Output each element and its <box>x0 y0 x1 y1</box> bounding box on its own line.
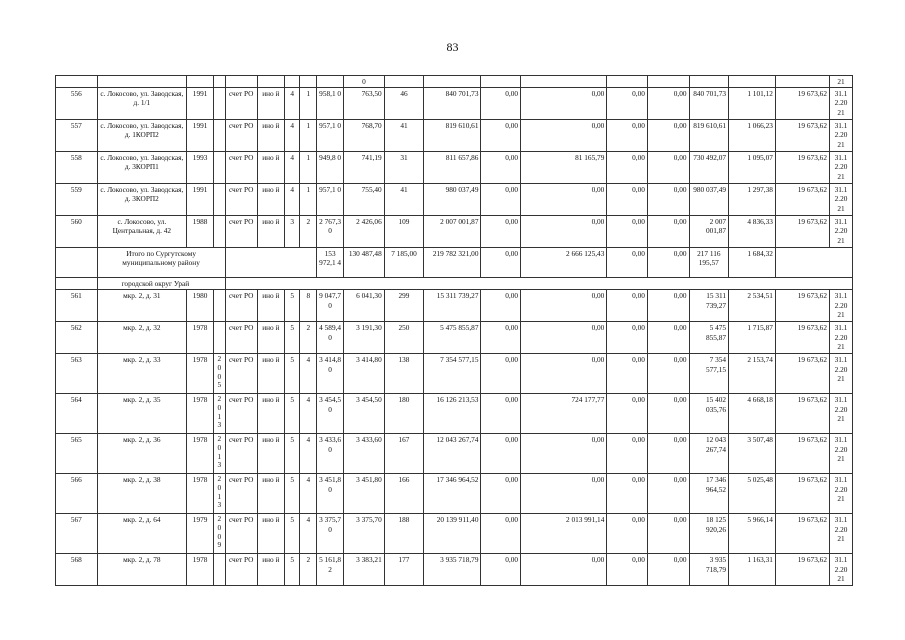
cell-year: 1980 <box>187 290 214 322</box>
cell-cost-sqm: 1 715,87 <box>729 322 776 354</box>
cell-fund: 0,00 <box>481 394 521 434</box>
cell-extra-year <box>214 554 225 586</box>
cell-budget-regional: 0,00 <box>607 394 648 434</box>
cell-budget-regional: 0,00 <box>607 152 648 184</box>
cell-payments: 15 311 739,27 <box>689 290 729 322</box>
cell-limit-cost: 19 673,62 <box>775 474 829 514</box>
cell-address: мкр. 2, д. 64 <box>97 514 186 554</box>
table-row <box>56 88 853 120</box>
table-row <box>56 514 853 554</box>
cell-area-total: 3 375,7 0 <box>317 514 344 554</box>
cell-cost-total: 17 346 964,52 <box>424 474 481 514</box>
cell-operator: ино й <box>257 290 284 322</box>
cell-end-date: 21 <box>829 76 852 88</box>
cell-payments: 18 125 920,26 <box>689 514 729 554</box>
cell-limit-cost: 19 673,62 <box>775 554 829 586</box>
cell-address: мкр. 2, д. 36 <box>97 434 186 474</box>
cell-residents: 167 <box>384 434 424 474</box>
cell-other: 0,00 <box>647 88 689 120</box>
cell-number: 565 <box>56 434 98 474</box>
cell-area-total: 5 161,8 2 <box>317 554 344 586</box>
cell-area-living: 3 454,50 <box>344 394 385 434</box>
cell-entrances: 2 <box>300 554 317 586</box>
cell-cost-sqm: 1 095,07 <box>729 152 776 184</box>
table-row <box>56 474 853 514</box>
cell-year: 1988 <box>187 216 214 248</box>
cell-end-date: 31.1 2.20 21 <box>829 322 852 354</box>
cell-end-date: 31.1 2.20 21 <box>829 120 852 152</box>
cell-area-living: 6 041,30 <box>344 290 385 322</box>
cell-budget-municipal: 724 177,77 <box>521 394 607 434</box>
cell-operator: ино й <box>257 394 284 434</box>
cell-area-total: 3 454,5 0 <box>317 394 344 434</box>
cell-address: с. Локосово, ул. Заводская, д. 1КОРП2 <box>97 120 186 152</box>
cell-residents: 46 <box>384 88 424 120</box>
cell-cost-total: 3 935 718,79 <box>424 554 481 586</box>
cell-budget-municipal: 0,00 <box>521 474 607 514</box>
cell-floors: 4 <box>284 88 300 120</box>
cell-cost-sqm: 1 297,38 <box>729 184 776 216</box>
cell-budget-regional: 0,00 <box>607 554 648 586</box>
cell-entrances: 8 <box>300 290 317 322</box>
cell-account: счет РО <box>225 514 257 554</box>
cell-other: 0,00 <box>647 554 689 586</box>
cell-residents: 41 <box>384 184 424 216</box>
cell-other: 0,00 <box>647 322 689 354</box>
cell-limit-cost: 19 673,62 <box>775 354 829 394</box>
cell-year: 1978 <box>187 434 214 474</box>
table-row <box>56 394 853 434</box>
cell-account: счет РО <box>225 474 257 514</box>
cell-cost-total: 12 043 267,74 <box>424 434 481 474</box>
cell-budget-municipal: 0,00 <box>521 184 607 216</box>
cell-address: с. Локосово, ул. Заводская, д. 3КОРП2 <box>97 184 186 216</box>
cell-residents: 299 <box>384 290 424 322</box>
cell-operator: ино й <box>257 434 284 474</box>
cell-cost-total: 840 701,73 <box>424 88 481 120</box>
cell-end-date: 31.1 2.20 21 <box>829 290 852 322</box>
cell-budget-municipal: 2 666 125,43 <box>521 248 607 278</box>
table-row <box>56 290 853 322</box>
cell-number: 561 <box>56 290 98 322</box>
cell-other: 0,00 <box>647 434 689 474</box>
cell-residents: 138 <box>384 354 424 394</box>
cell-residents: 7 185,00 <box>384 248 424 278</box>
cell-number: 568 <box>56 554 98 586</box>
cell-cost-sqm: 1 101,12 <box>729 88 776 120</box>
cell-entrances: 4 <box>300 354 317 394</box>
cell-empty <box>56 248 98 278</box>
cell-area-living: 3 433,60 <box>344 434 385 474</box>
cell-payments: 17 346 964,52 <box>689 474 729 514</box>
cell-other: 0,00 <box>647 290 689 322</box>
cell-empty <box>225 248 317 278</box>
table-row <box>56 434 853 474</box>
cell-extra-year <box>214 216 225 248</box>
section-row <box>56 278 853 290</box>
cell-cost-total: 16 126 213,53 <box>424 394 481 434</box>
cell-entrances: 2 <box>300 216 317 248</box>
cell-year: 1991 <box>187 120 214 152</box>
cell-fund: 0,00 <box>481 554 521 586</box>
cell-fund: 0,00 <box>481 290 521 322</box>
cell-extra-year <box>214 290 225 322</box>
cell-fund: 0,00 <box>481 434 521 474</box>
cell-cost-total: 15 311 739,27 <box>424 290 481 322</box>
cell-account: счет РО <box>225 152 257 184</box>
cell-empty <box>56 278 98 290</box>
cell-year: 1991 <box>187 184 214 216</box>
cell-area-total: 3 414,8 0 <box>317 354 344 394</box>
cell-area-living: 755,40 <box>344 184 385 216</box>
cell-budget-municipal: 0,00 <box>521 88 607 120</box>
cell-residents: 41 <box>384 120 424 152</box>
cell-account: счет РО <box>225 120 257 152</box>
cell-area-total: 958,1 0 <box>317 88 344 120</box>
cell-operator: ино й <box>257 216 284 248</box>
cell-account: счет РО <box>225 434 257 474</box>
cell-operator: ино й <box>257 514 284 554</box>
cell-cost-total: 20 139 911,40 <box>424 514 481 554</box>
cell-account: счет РО <box>225 554 257 586</box>
cell-other: 0,00 <box>647 474 689 514</box>
cell-budget-municipal: 0,00 <box>521 434 607 474</box>
cell-area-living: 3 375,70 <box>344 514 385 554</box>
table-row <box>56 354 853 394</box>
cell-limit-cost: 19 673,62 <box>775 216 829 248</box>
cell-floors: 5 <box>284 554 300 586</box>
cell-operator: ино й <box>257 474 284 514</box>
cell-area-living: 3 451,80 <box>344 474 385 514</box>
cell-other: 0,00 <box>647 216 689 248</box>
cell-budget-regional: 0,00 <box>607 184 648 216</box>
cell-budget-regional: 0,00 <box>607 248 648 278</box>
cell-other: 0,00 <box>647 514 689 554</box>
cell-end-date: 31.1 2.20 21 <box>829 216 852 248</box>
cell-empty <box>775 248 852 278</box>
cell-fund: 0,00 <box>481 88 521 120</box>
cell-budget-municipal: 81 165,79 <box>521 152 607 184</box>
cell-budget-regional: 0,00 <box>607 290 648 322</box>
cell-address: мкр. 2, д. 32 <box>97 322 186 354</box>
cell-cost-sqm: 5 966,14 <box>729 514 776 554</box>
cell-end-date: 31.1 2.20 21 <box>829 88 852 120</box>
cell-end-date: 31.1 2.20 21 <box>829 184 852 216</box>
cell-extra-year <box>214 322 225 354</box>
cell-limit-cost: 19 673,62 <box>775 434 829 474</box>
cell-year: 1978 <box>187 354 214 394</box>
cell-budget-municipal: 0,00 <box>521 120 607 152</box>
cell-address: мкр. 2, д. 31 <box>97 290 186 322</box>
cell-extra-year: 2 0 0 9 <box>214 514 225 554</box>
cell-payments: 3 935 718,79 <box>689 554 729 586</box>
cell-fund: 0,00 <box>481 216 521 248</box>
cell-floors: 4 <box>284 120 300 152</box>
cell-cost-sqm: 5 025,48 <box>729 474 776 514</box>
cell-area-living: 2 426,06 <box>344 216 385 248</box>
cell-extra-year <box>214 184 225 216</box>
cell-fund: 0,00 <box>481 184 521 216</box>
cell-year: 1993 <box>187 152 214 184</box>
cell-cost-sqm: 4 668,18 <box>729 394 776 434</box>
cell-area-living: 3 191,30 <box>344 322 385 354</box>
table-row <box>56 184 853 216</box>
cell-area-total: 949,8 0 <box>317 152 344 184</box>
cell-area-total: 9 047,7 0 <box>317 290 344 322</box>
cell-account: счет РО <box>225 394 257 434</box>
cell-end-date: 31.1 2.20 21 <box>829 554 852 586</box>
cell-cost-total: 219 782 321,00 <box>424 248 481 278</box>
cell-operator: ино й <box>257 88 284 120</box>
cell-account: счет РО <box>225 354 257 394</box>
cell-address: мкр. 2, д. 78 <box>97 554 186 586</box>
cell-other: 0,00 <box>647 394 689 434</box>
cell-other: 0,00 <box>647 354 689 394</box>
cell-area-total: 4 589,4 0 <box>317 322 344 354</box>
cell-residents: 250 <box>384 322 424 354</box>
cell-other: 0,00 <box>647 120 689 152</box>
cell-floors: 3 <box>284 216 300 248</box>
cell-area-total: 0 <box>344 76 385 88</box>
cell-entrances: 4 <box>300 434 317 474</box>
cell-entrances: 2 <box>300 322 317 354</box>
cell-payments: 840 701,73 <box>689 88 729 120</box>
cell-other: 0,00 <box>647 184 689 216</box>
cell-account: счет РО <box>225 216 257 248</box>
cell-fund: 0,00 <box>481 248 521 278</box>
cell-limit-cost: 19 673,62 <box>775 514 829 554</box>
cell-extra-year: 2 0 1 3 <box>214 394 225 434</box>
cell-budget-regional: 0,00 <box>607 474 648 514</box>
table-row <box>56 152 853 184</box>
cell-residents: 166 <box>384 474 424 514</box>
cell-address: с. Локосово, ул. Заводская, д. 3КОРП1 <box>97 152 186 184</box>
cell-area-total: 3 451,8 0 <box>317 474 344 514</box>
cell-address: с. Локосово, ул. Заводская, д. 1/1 <box>97 88 186 120</box>
cell-year: 1978 <box>187 554 214 586</box>
cell-area-living: 741,19 <box>344 152 385 184</box>
cell-cost-total: 2 007 001,87 <box>424 216 481 248</box>
cell-extra-year: 2 0 1 3 <box>214 474 225 514</box>
cell-limit-cost: 19 673,62 <box>775 290 829 322</box>
cell-entrances: 1 <box>300 184 317 216</box>
cell-cost-sqm: 1 163,31 <box>729 554 776 586</box>
cell-payments: 980 037,49 <box>689 184 729 216</box>
cell-payments: 730 492,07 <box>689 152 729 184</box>
cell-cost-total: 5 475 855,87 <box>424 322 481 354</box>
table-row <box>56 554 853 586</box>
subtotal-label: Итого по Сургутскому муниципальному району <box>97 248 225 278</box>
cell-other: 0,00 <box>647 152 689 184</box>
cell-budget-municipal: 0,00 <box>521 216 607 248</box>
cell-budget-regional: 0,00 <box>607 354 648 394</box>
cell-fund: 0,00 <box>481 322 521 354</box>
cell-fund: 0,00 <box>481 120 521 152</box>
cell-floors: 5 <box>284 322 300 354</box>
cell-number: 564 <box>56 394 98 434</box>
cell-extra-year <box>214 152 225 184</box>
cell-entrances: 1 <box>300 88 317 120</box>
cell-year: 1978 <box>187 394 214 434</box>
cell-number: 562 <box>56 322 98 354</box>
cell-cost-sqm: 3 507,48 <box>729 434 776 474</box>
cell-number: 566 <box>56 474 98 514</box>
cell-end-date: 31.1 2.20 21 <box>829 514 852 554</box>
cell-account: счет РО <box>225 290 257 322</box>
cell-entrances: 1 <box>300 152 317 184</box>
cell-number: 556 <box>56 88 98 120</box>
cell-residents: 177 <box>384 554 424 586</box>
cell-cost-total: 7 354 577,15 <box>424 354 481 394</box>
cell-fund: 0,00 <box>481 354 521 394</box>
cell-residents: 109 <box>384 216 424 248</box>
cell-number: 557 <box>56 120 98 152</box>
cell-cost-total: 811 657,86 <box>424 152 481 184</box>
cell-cost-total: 980 037,49 <box>424 184 481 216</box>
cell-floors: 5 <box>284 434 300 474</box>
cell-account: счет РО <box>225 184 257 216</box>
cell-area-living: 130 487,48 <box>344 248 385 278</box>
cell-area-living: 3 383,21 <box>344 554 385 586</box>
cell-operator: ино й <box>257 152 284 184</box>
cell-budget-regional: 0,00 <box>607 322 648 354</box>
cell-cost-sqm: 2 153,74 <box>729 354 776 394</box>
cell-budget-municipal: 0,00 <box>521 290 607 322</box>
cell-budget-regional: 0,00 <box>607 434 648 474</box>
cell-limit-cost: 19 673,62 <box>775 152 829 184</box>
cell-entrances: 1 <box>300 120 317 152</box>
cell-year: 1979 <box>187 514 214 554</box>
cell-year: 1991 <box>187 88 214 120</box>
cell-operator: ино й <box>257 120 284 152</box>
cell-area-living: 3 414,80 <box>344 354 385 394</box>
cell-number: 563 <box>56 354 98 394</box>
cell-number: 558 <box>56 152 98 184</box>
cell-area-total: 957,1 0 <box>317 120 344 152</box>
table-row-continuation <box>56 76 853 88</box>
cell-operator: ино й <box>257 554 284 586</box>
cell-area-total: 957,1 0 <box>317 184 344 216</box>
cell-residents: 188 <box>384 514 424 554</box>
cell-cost-sqm: 2 534,51 <box>729 290 776 322</box>
cell-limit-cost: 19 673,62 <box>775 184 829 216</box>
cell-payments: 12 043 267,74 <box>689 434 729 474</box>
cell-extra-year: 2 0 0 5 <box>214 354 225 394</box>
cell-number: 567 <box>56 514 98 554</box>
cell-budget-municipal: 0,00 <box>521 322 607 354</box>
table-row <box>56 322 853 354</box>
cell-fund: 0,00 <box>481 514 521 554</box>
cell-payments: 819 610,61 <box>689 120 729 152</box>
cell-number: 560 <box>56 216 98 248</box>
cell-budget-municipal: 0,00 <box>521 354 607 394</box>
cell-limit-cost: 19 673,62 <box>775 88 829 120</box>
cell-end-date: 31.1 2.20 21 <box>829 394 852 434</box>
cell-floors: 4 <box>284 152 300 184</box>
cell-budget-municipal: 0,00 <box>521 554 607 586</box>
cell-limit-cost: 19 673,62 <box>775 394 829 434</box>
cell-area-living: 763,50 <box>344 88 385 120</box>
cell-floors: 4 <box>284 184 300 216</box>
cell-payments: 2 007 001,87 <box>689 216 729 248</box>
cell-floors: 5 <box>284 354 300 394</box>
cell-residents: 180 <box>384 394 424 434</box>
cell-budget-municipal: 2 013 991,14 <box>521 514 607 554</box>
cell-account: счет РО <box>225 88 257 120</box>
cell-payments: 15 402 035,76 <box>689 394 729 434</box>
cell-account: счет РО <box>225 322 257 354</box>
cell-budget-regional: 0,00 <box>607 88 648 120</box>
cell-address: мкр. 2, д. 38 <box>97 474 186 514</box>
cell-floors: 5 <box>284 394 300 434</box>
cell-area-living: 768,70 <box>344 120 385 152</box>
cell-area-total: 3 433,6 0 <box>317 434 344 474</box>
cell-end-date: 31.1 2.20 21 <box>829 152 852 184</box>
cell-operator: ино й <box>257 322 284 354</box>
cell-area-total: 153 972,1 4 <box>317 248 344 278</box>
cell-address: мкр. 2, д. 35 <box>97 394 186 434</box>
page-number: 83 <box>446 40 459 54</box>
table-row <box>56 216 853 248</box>
cell-budget-regional: 0,00 <box>607 120 648 152</box>
cell-empty <box>225 278 852 290</box>
cell-end-date: 31.1 2.20 21 <box>829 434 852 474</box>
cell-year: 1978 <box>187 322 214 354</box>
cell-budget-regional: 0,00 <box>607 514 648 554</box>
cell-payments: 7 354 577,15 <box>689 354 729 394</box>
cell-entrances: 4 <box>300 514 317 554</box>
cell-cost-total: 819 610,61 <box>424 120 481 152</box>
cell-address: с. Локосово, ул. Центральная, д. 42 <box>97 216 186 248</box>
cell-residents: 31 <box>384 152 424 184</box>
housing-table <box>55 75 853 586</box>
cell-end-date: 31.1 2.20 21 <box>829 474 852 514</box>
cell-floors: 5 <box>284 290 300 322</box>
cell-entrances: 4 <box>300 474 317 514</box>
cell-cost-sqm: 4 836,33 <box>729 216 776 248</box>
cell-other: 0,00 <box>647 248 689 278</box>
cell-fund: 0,00 <box>481 152 521 184</box>
cell-entrances: 4 <box>300 394 317 434</box>
section-title: городской округ Урай <box>97 278 225 290</box>
cell-floors: 5 <box>284 514 300 554</box>
cell-floors: 5 <box>284 474 300 514</box>
cell-payments: 5 475 855,87 <box>689 322 729 354</box>
cell-extra-year: 2 0 1 3 <box>214 434 225 474</box>
cell-number: 559 <box>56 184 98 216</box>
cell-cost-sqm: 1 684,32 <box>729 248 776 278</box>
subtotal-row <box>56 248 853 278</box>
cell-fund: 0,00 <box>481 474 521 514</box>
table-container <box>55 75 853 586</box>
cell-cost-sqm: 1 066,23 <box>729 120 776 152</box>
cell-limit-cost: 19 673,62 <box>775 120 829 152</box>
cell-limit-cost: 19 673,62 <box>775 322 829 354</box>
cell-area-total: 2 767,3 0 <box>317 216 344 248</box>
cell-extra-year <box>214 88 225 120</box>
cell-year: 1978 <box>187 474 214 514</box>
cell-operator: ино й <box>257 354 284 394</box>
cell-operator: ино й <box>257 184 284 216</box>
cell-address: мкр. 2, д. 33 <box>97 354 186 394</box>
cell-end-date: 31.1 2.20 21 <box>829 354 852 394</box>
cell-payments: 217 116 195,57 <box>689 248 729 278</box>
cell-extra-year <box>214 120 225 152</box>
table-row <box>56 120 853 152</box>
cell-budget-regional: 0,00 <box>607 216 648 248</box>
